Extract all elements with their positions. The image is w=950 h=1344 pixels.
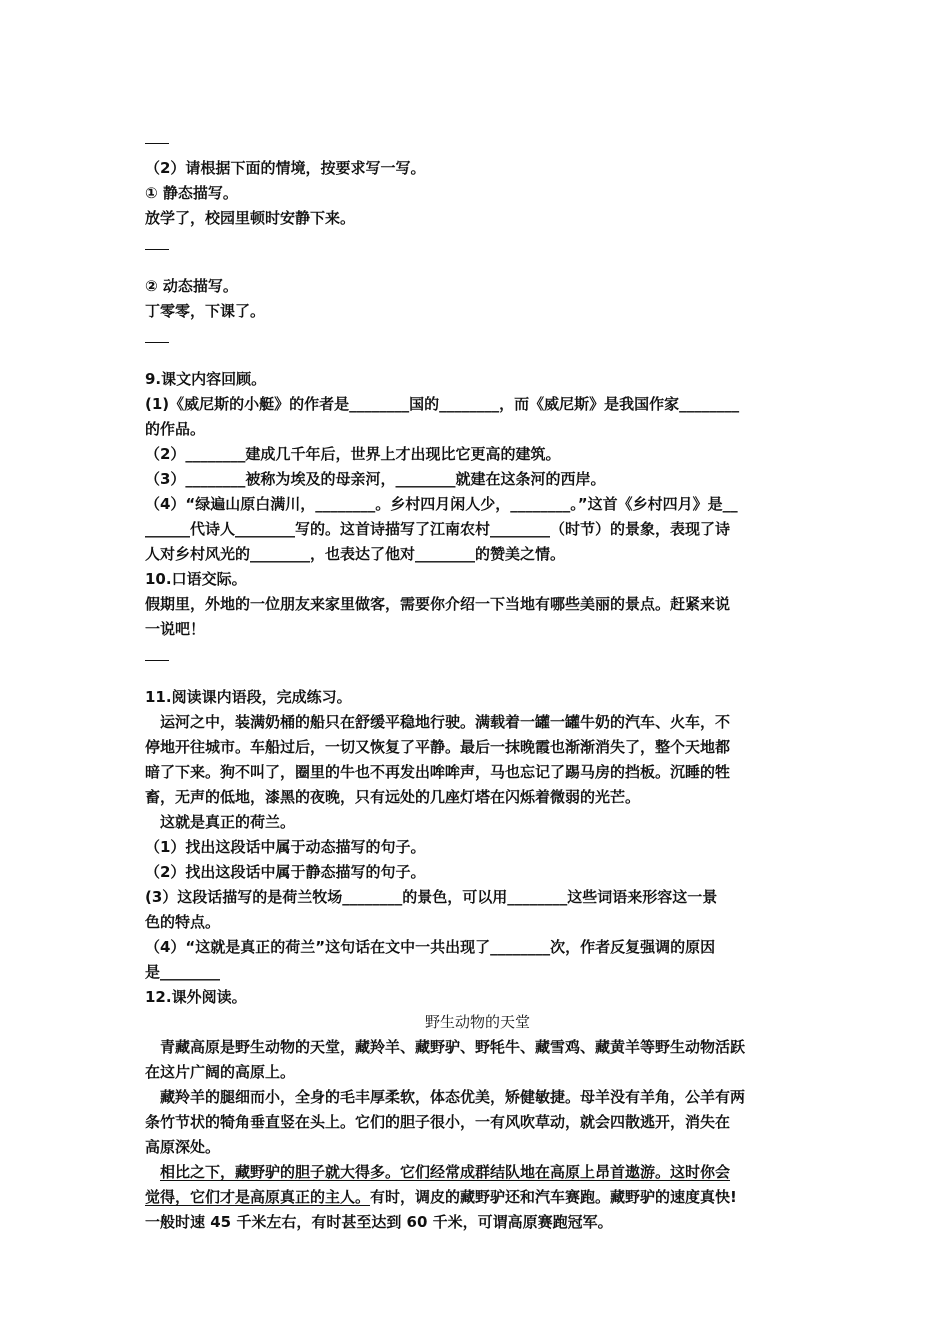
q8-part2: （2）请根据下面的情境，按要求写一写。 <box>145 159 426 177</box>
underlined-sentence: 相比之下，藏野驴的胆子就大得多。它们经常成群结队地在高原上昂首遨游。这时你会 <box>160 1163 731 1181</box>
answer-line[interactable] <box>145 143 810 156</box>
q11-passage-line: 停地开往城市。车船过后，一切又恢复了平静。最后一抹晚霞也渐渐消失了，整个天地都 <box>145 738 731 756</box>
q9-line: （2）________建成几千年后，世界上才出现比它更高的建筑。 <box>145 445 561 463</box>
q8-static-label: ① 静态描写。 <box>145 184 238 202</box>
underlined-sentence: 觉得，它们才是高原真正的主人。 <box>145 1188 371 1206</box>
q12-article-heading: 野生动物的天堂 <box>424 1013 530 1031</box>
q11-question: 色的特点。 <box>145 913 221 931</box>
q9-line: 的作品。 <box>145 420 206 438</box>
answer-line[interactable] <box>145 342 810 367</box>
q12-title: 12.课外阅读。 <box>145 988 247 1006</box>
q11-title: 11.阅读课内语段，完成练习。 <box>145 688 352 706</box>
q12-article-line: 条竹节状的犄角垂直竖在头上。它们的胆子很小，一有风吹草动，就会四散逃开，消失在 <box>145 1113 731 1131</box>
q8-dynamic-prompt: 丁零零，下课了。 <box>145 302 266 320</box>
q11-question: （2）找出这段话中属于静态描写的句子。 <box>145 863 426 881</box>
q10-title: 10.口语交际。 <box>145 570 247 588</box>
q9-line: ______代诗人________写的。这首诗描写了江南农村________（时节）的景象，表现了诗 <box>145 520 731 538</box>
q9-line: (1)《威尼斯的小艇》的作者是________国的________，而《威尼斯》是我国作家________ <box>145 395 740 413</box>
q12-article-line: 一般时速 45 千米左右，有时甚至达到 60 千米，可谓高原赛跑冠军。 <box>145 1213 613 1231</box>
q10-line: 假期里，外地的一位朋友来家里做客，需要你介绍一下当地有哪些美丽的景点。赶紧来说 <box>145 595 731 613</box>
q12-article-line: 藏羚羊的腿细而小，全身的毛丰厚柔软，体态优美，矫健敏捷。母羊没有羊角，公羊有两 <box>160 1088 746 1106</box>
q11-question: （4）“这就是真正的荷兰”这句话在文中一共出现了________次，作者反复强调的原因 <box>145 938 716 956</box>
q8-static-prompt: 放学了，校园里顿时安静下来。 <box>145 209 356 227</box>
q12-article-line: 在这片广阔的高原上。 <box>145 1063 296 1081</box>
q11-question: 是________ <box>145 963 221 981</box>
q8-dynamic-label: ② 动态描写。 <box>145 277 238 295</box>
q12-article-line: 高原深处。 <box>145 1138 221 1156</box>
q11-passage-line: 暗了下来。狗不叫了，圈里的牛也不再发出哞哞声，马也忘记了踢马房的挡板。沉睡的牲 <box>145 763 731 781</box>
q11-passage-line: 运河之中，装满奶桶的船只在舒缓平稳地行驶。满载着一罐一罐牛奶的汽车、火车，不 <box>160 713 731 731</box>
document-content <box>145 137 810 1235</box>
answer-line[interactable] <box>145 660 810 685</box>
q11-passage-line: 畜，无声的低地，漆黑的夜晚，只有远处的几座灯塔在闪烁着微弱的光芒。 <box>145 788 641 806</box>
q9-line: （3）________被称为埃及的母亲河，________就建在这条河的西岸。 <box>145 470 606 488</box>
q10-line: 一说吧！ <box>145 620 206 638</box>
q11-question: (3）这段话描写的是荷兰牧场________的景色，可以用________这些词语来形容这一景 <box>145 888 718 906</box>
q12-article-line: 青藏高原是野生动物的天堂，藏羚羊、藏野驴、野牦牛、藏雪鸡、藏黄羊等野生动物活跃 <box>160 1038 746 1056</box>
q11-passage-line: 这就是真正的荷兰。 <box>160 813 296 831</box>
q9-line: 人对乡村风光的________，也表达了他对________的赞美之情。 <box>145 545 566 563</box>
q9-line: （4）“绿遍山原白满川，________。乡村四月闲人少，________。”这首《乡村四月》是__ <box>145 495 738 513</box>
q12-article-line <box>145 1185 810 1210</box>
answer-line[interactable] <box>145 249 810 274</box>
q12-article-line <box>145 1160 810 1185</box>
q11-question: （1）找出这段话中属于动态描写的句子。 <box>145 838 426 856</box>
q9-title: 9.课文内容回顾。 <box>145 370 267 388</box>
article-text: 有时，调皮的藏野驴还和汽车赛跑。藏野驴的速度真快! <box>370 1188 737 1206</box>
